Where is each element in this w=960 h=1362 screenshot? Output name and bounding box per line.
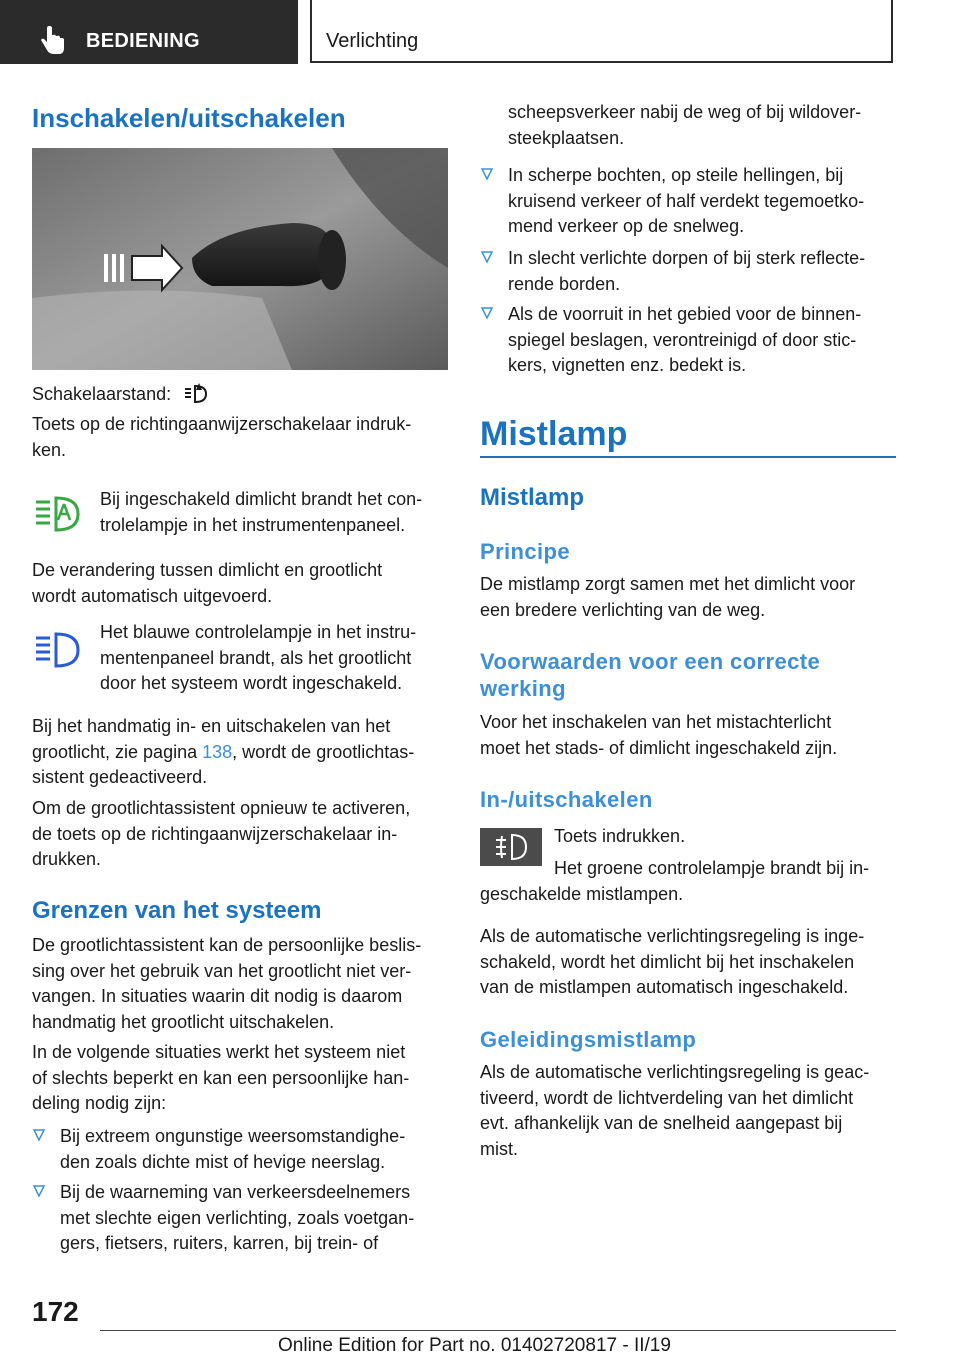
page-number: 172 xyxy=(32,1296,79,1327)
topic-tab xyxy=(310,0,893,63)
chapter-title: Mistlamp xyxy=(480,415,628,453)
heading-geleidingsmistlamp: Geleidingsmistlamp xyxy=(480,1027,697,1052)
triangle-bullet-icon xyxy=(32,1184,46,1198)
bullet-continuation: scheepsverkeer nabij de weg of bij wildover- steekplaatsen. xyxy=(508,102,862,148)
heading-mistlamp: Mistlamp xyxy=(480,484,585,511)
section-title: BEDIENING xyxy=(86,30,200,52)
note-dimlicht: Bij ingeschakeld dimlicht brandt het con- trolelampje in het instrumentenpaneel. xyxy=(100,489,423,535)
heading-principe: Principe xyxy=(480,539,571,564)
page-link[interactable]: 138 xyxy=(202,741,233,762)
footer-rule xyxy=(100,1330,896,1331)
topic-title: Verlichting xyxy=(326,30,419,52)
high-beam-assistant-icon xyxy=(184,382,208,404)
paragraph-automatic-switch: De verandering tussen dimlicht en grootlicht wordt automatisch uitgevoerd. xyxy=(32,560,383,606)
hand-pointer-icon xyxy=(40,26,66,56)
green-lamp-text-1: Het groene controlelampje brandt bij in- xyxy=(554,858,870,878)
paragraph-reactivate: Om de grootlichtassistent opnieuw te activeren, de toets op de richtingaanwijzerschakelaar in- drukken. xyxy=(32,798,411,869)
blue-high-beam-icon xyxy=(32,628,84,674)
green-assist-headlight-icon xyxy=(32,492,84,538)
triangle-bullet-icon xyxy=(480,167,494,181)
heading-voorwaarden: Voorwaarden voor een correcte werking xyxy=(480,649,821,701)
paragraph-principe: De mistlamp zorgt samen met het dimlicht voor een bredere verlichting van de weg. xyxy=(480,574,856,620)
paragraph-automatic: Als de automatische verlichtingsregeling is inge- schakeld, wordt het dimlicht bij het inschakelen van de mistlampen automatisch ingeschakeld. xyxy=(480,926,865,997)
heading-in-uitschakelen: In-/uitschakelen xyxy=(480,787,653,812)
edition-text: Online Edition for Part no. 01402720817 - II/19 xyxy=(278,1335,671,1356)
stalk-switch-photo xyxy=(32,148,448,370)
green-lamp-text-2: geschakelde mistlampen. xyxy=(480,884,684,904)
paragraph-press-button: Toets op de richtingaanwijzerschakelaar indruk- ken. xyxy=(32,414,412,460)
heading-inschakelen: Inschakelen/uitschakelen xyxy=(32,103,346,133)
button-instruction: Toets indrukken. xyxy=(554,826,686,846)
fog-lamp-button-icon xyxy=(480,828,542,866)
paragraph-geleidingsmistlamp: Als de automatische verlichtingsregeling is geac- tiveerd, wordt de lichtverdeling van het dimlicht evt. afhankelijk van de snelheid aangepast bij mist. xyxy=(480,1062,870,1159)
note-blue-lamp: Het blauwe controlelampje in het instru- mentenpaneel brandt, als het grootlicht door het systeem wordt ingeschakeld. xyxy=(100,622,417,693)
section-tab xyxy=(0,0,298,64)
chapter-rule xyxy=(480,456,896,458)
paragraph-limits: De grootlichtassistent kan de persoonlijke beslis- sing over het gebruik van het grootlicht niet ver- vangen. In situaties waarin dit nodig is daarom handmatig het grootlicht uitschakelen. xyxy=(32,935,422,1032)
paragraph-situations: In de volgende situaties werkt het systeem niet of slechts beperkt en kan een persoonlijke han- deling nodig zijn: xyxy=(32,1042,410,1113)
triangle-bullet-icon xyxy=(480,250,494,264)
paragraph-voorwaarden: Voor het inschakelen van het mistachterlicht moet het stads- of dimlicht ingeschakeld zijn. xyxy=(480,712,838,758)
triangle-bullet-icon xyxy=(480,306,494,320)
heading-limits: Grenzen van het systeem xyxy=(32,897,322,924)
triangle-bullet-icon xyxy=(32,1128,46,1142)
paragraph-manual-switch: Bij het handmatig in- en uitschakelen van het grootlicht, zie pagina 138, wordt de grootlichtas- sistent gedeactiveerd. xyxy=(32,716,415,787)
switch-position-label: Schakelaarstand: xyxy=(32,382,208,408)
